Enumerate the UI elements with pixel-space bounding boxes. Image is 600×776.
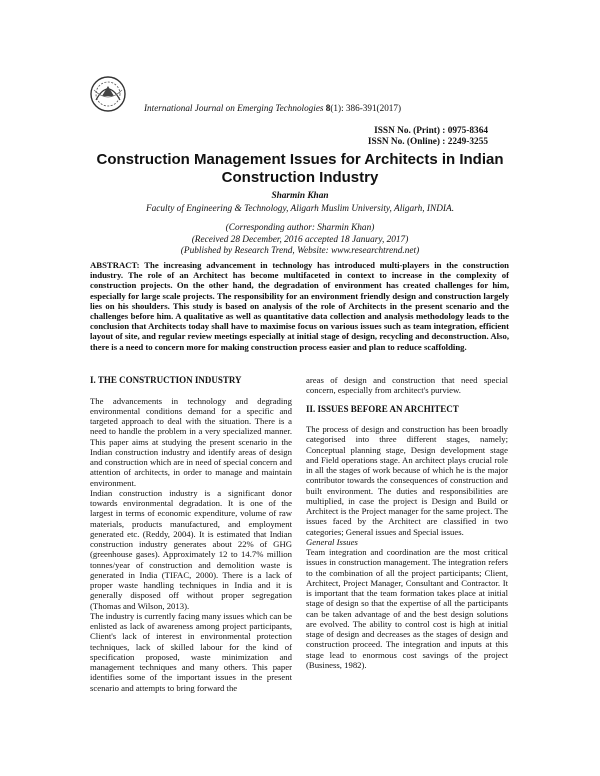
- paragraph: The industry is currently facing many issues which can be enlisted as lack of awareness among project participants, Client's lack of interest in environmental protection techniques, lack of skilled labour for the kind of specification proposed, waste minimization and management techniques and many others. This paper identifies some of the important issues in the present scenario and attempts to bring forward the: [90, 610, 292, 693]
- journal-logo-icon: [88, 74, 128, 114]
- received-dates: (Received 28 December, 2016 accepted 18 January, 2017): [191, 235, 409, 245]
- paragraph: The advancements in technology and degrading environmental conditions demand for a specific and targeted approach to deal with the situation. There is a need to handle the problem in a very specialized manner. This paper aims at studying the present scenario in the Indian construction industry and identify areas of design and construction which are in need of special concern and attention of architects, in order to manage and maintain environment.: [90, 395, 292, 488]
- journal-issue-pages: (1): 386-391(2017): [330, 103, 402, 113]
- journal-volume: 8: [325, 103, 331, 113]
- paragraph: The process of design and construction has been broadly categorised into three different stages, namely; Conceptual planning stage, Design development stage and Field operations stage. An architect plays crucial role in all the stages of work because of which he is the major contributor towards the consequences of construction and built environment. The duties and responsibilities are multiplied, in case the project is Design and Build or Architect is the Project manager for the same project. The issues faced by the Architect are classified in two categories; General issues and Special issues.: [306, 424, 508, 537]
- right-column: [306, 375, 508, 670]
- paragraph: areas of design and construction that need special concern, especially from architect's purview.: [306, 375, 508, 396]
- section-heading-2: II. ISSUES BEFORE AN ARCHITECT: [306, 403, 459, 414]
- corresponding-author: (Corresponding author: Sharmin Khan): [225, 223, 375, 233]
- subheading-general-issues: General Issues: [306, 536, 358, 547]
- abstract: ABSTRACT: The increasing advancement in technology has introduced multi-players in the construction industry. The role of an Architect has become multifaceted in context to increase in the complexity of construction projects. On the other hand, the degradation of environment has created challenges for him, especially for large scale projects. The responsibility for an environment friendly design and construction largely lies on his shoulders. This study is based on analysis of the role of Architects in the present scenario and the challenges before him. A qualitative as well as quantitative data collection and analysis methodology leads to the conclusion that Architects today shall have to maximise focus on various issues such as team integration, efficient layout of site, and regular review meetings especially at initial stage of design, recycling and deconstruction. Also, there is a need to concern more for making construction process easier and plan to reduce scaffolding.: [90, 260, 509, 352]
- paragraph: Indian construction industry is a significant donor towards environmental degradation. It is one of the largest in terms of economic expenditure, volume of raw materials, products manufactured, and employment generated etc. (Reddy, 2004). It is estimated that Indian construction industry generates about 22% of GHG (greenhouse gases). Approximately 12 to 14.7% million tonnes/year of construction and demolition waste is generated in India (TIFAC, 2000). There is a lack of proper waste handling techniques in India and it is generally disposed off without proper segregation (Thomas and Wilson, 2013).: [90, 487, 292, 611]
- journal-citation: [144, 103, 401, 113]
- journal-name: International Journal on Emerging Technologies: [144, 103, 324, 113]
- paragraph: Team integration and coordination are the most critical issues in construction management. The integration refers to the combination of all the project participants; Client, Architect, Project Manager, Consultant and Contractor. It is important that the team formation takes place at initial stage of design so that the expertise of all the participants can be taken advantage of and the best design solutions are evolved. The ability to control cost is high at initial stage of design and decreases as the stages of design and construction proceed. The integration and inputs at this stage lead to enormous cost savings of the project (Business, 1982).: [306, 547, 508, 670]
- paper-author: Sharmin Khan: [271, 191, 329, 201]
- left-column: [90, 375, 292, 693]
- issn-print: ISSN No. (Print) : 0975-8364: [374, 126, 488, 136]
- author-affiliation: Faculty of Engineering & Technology, Aligarh Muslim University, Aligarh, INDIA.: [145, 204, 455, 214]
- paper-title: Construction Management Issues for Architects in Indian Construction Industry: [96, 151, 504, 186]
- section-heading-1: I. THE CONSTRUCTION INDUSTRY: [90, 375, 242, 385]
- publisher-line: (Published by Research Trend, Website: www.researchtrend.net): [180, 246, 420, 256]
- issn-online: ISSN No. (Online) : 2249-3255: [367, 137, 488, 147]
